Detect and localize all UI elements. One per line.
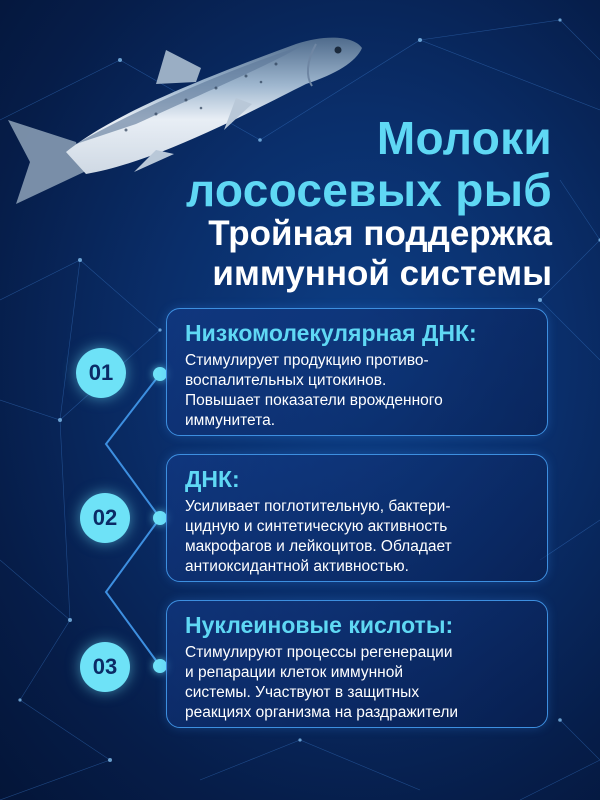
card-line: Стимулируют процессы регенерации: [185, 644, 453, 661]
card-line: Стимулирует продукцию противо-: [185, 352, 429, 369]
card-line: антиоксидантной активностью.: [185, 558, 409, 575]
subtitle-line-2: иммунной системы: [212, 254, 552, 293]
card-line: макрофагов и лейкоцитов. Обладает: [185, 538, 452, 555]
info-card-03: [166, 600, 548, 728]
subtitle-line-1: Тройная поддержка: [208, 214, 552, 253]
number-badge-01: 01: [76, 348, 126, 398]
number-badge-02: 02: [80, 493, 130, 543]
card-line: Повышает показатели врожденного: [185, 392, 443, 409]
card-line: системы. Участвуют в защитных: [185, 684, 420, 701]
title-line-1: Молоки: [376, 112, 552, 164]
card-line: воспалительных цитокинов.: [185, 372, 387, 389]
card-line: реакциях организма на раздражители: [185, 704, 459, 721]
card-text: [185, 497, 535, 577]
card-heading: Низкомолекулярная ДНК:: [185, 320, 477, 346]
info-card-01: [166, 308, 548, 436]
card-heading: ДНК:: [185, 466, 240, 492]
connector-dot-01: [153, 367, 167, 381]
card-text: [185, 351, 535, 431]
card-line: и репарации клеток иммунной: [185, 664, 403, 681]
connector-dot-03: [153, 659, 167, 673]
connector-dot-02: [153, 511, 167, 525]
card-text: [185, 643, 535, 723]
info-card-02: [166, 454, 548, 582]
card-line: цидную и синтетическую активность: [185, 518, 448, 535]
title-line-2: лососевых рыб: [186, 164, 552, 216]
card-heading: Нуклеиновые кислоты:: [185, 612, 454, 638]
card-line: иммунитета.: [185, 412, 275, 429]
number-badge-03: 03: [80, 642, 130, 692]
card-line: Усиливает поглотительную, бактери-: [185, 498, 451, 515]
